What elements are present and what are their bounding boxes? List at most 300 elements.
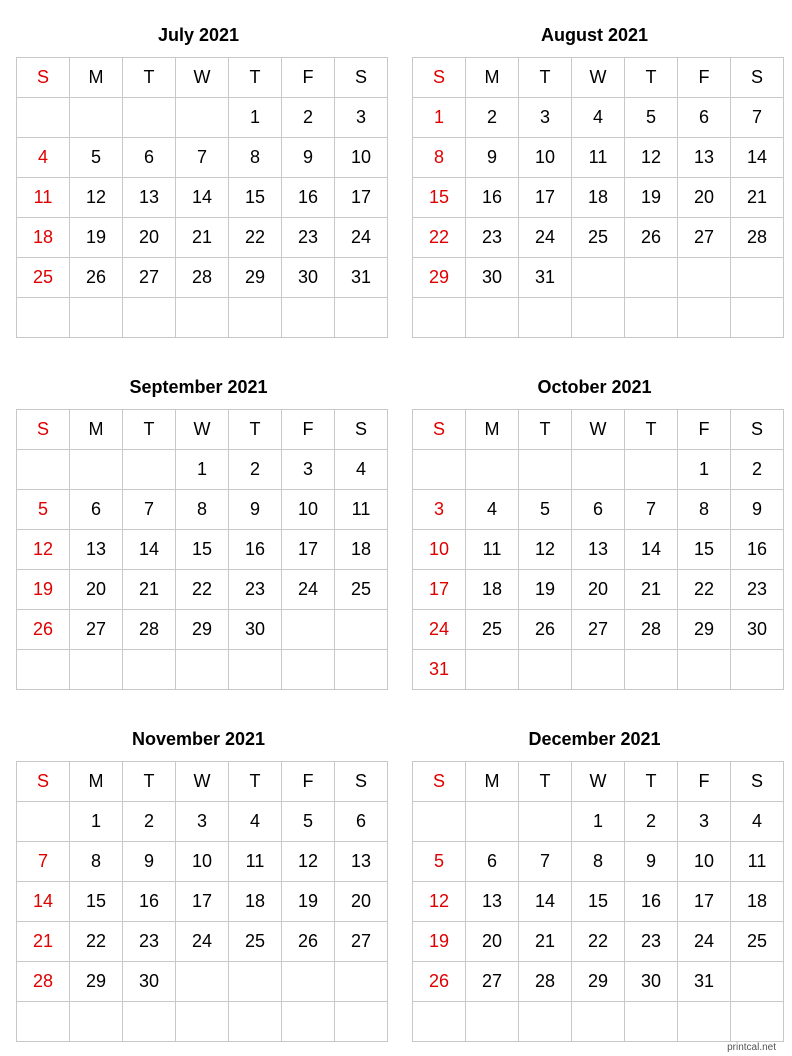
day-cell: 10 — [176, 842, 229, 882]
day-cell — [70, 650, 123, 690]
day-cell: 25 — [572, 218, 625, 258]
day-cell: 31 — [335, 258, 388, 298]
day-cell: 16 — [123, 882, 176, 922]
day-cell: 5 — [625, 98, 678, 138]
week-row — [413, 842, 784, 882]
month-september — [16, 375, 381, 690]
day-cell: 22 — [176, 570, 229, 610]
day-cell: 10 — [282, 490, 335, 530]
week-row — [17, 138, 388, 178]
weekday-monday: M — [70, 58, 123, 98]
week-row — [17, 962, 388, 1002]
day-cell: 6 — [335, 802, 388, 842]
day-cell — [625, 298, 678, 338]
weekday-thursday: T — [625, 410, 678, 450]
day-cell: 20 — [123, 218, 176, 258]
week-row — [413, 490, 784, 530]
day-cell — [176, 98, 229, 138]
week-row — [413, 610, 784, 650]
day-cell: 8 — [572, 842, 625, 882]
day-cell — [413, 450, 466, 490]
day-cell — [282, 650, 335, 690]
day-cell: 25 — [466, 610, 519, 650]
day-cell — [466, 450, 519, 490]
day-cell — [17, 1002, 70, 1042]
day-cell — [731, 298, 784, 338]
day-cell: 3 — [176, 802, 229, 842]
day-cell: 9 — [731, 490, 784, 530]
day-cell: 13 — [70, 530, 123, 570]
week-row — [413, 258, 784, 298]
day-cell: 29 — [678, 610, 731, 650]
day-cell: 2 — [229, 450, 282, 490]
day-cell: 17 — [678, 882, 731, 922]
day-cell: 23 — [731, 570, 784, 610]
day-cell: 21 — [123, 570, 176, 610]
day-cell: 14 — [731, 138, 784, 178]
month-july — [16, 23, 381, 338]
day-cell: 3 — [413, 490, 466, 530]
day-cell — [335, 650, 388, 690]
day-cell: 31 — [678, 962, 731, 1002]
month-december — [412, 727, 777, 1042]
day-cell — [413, 1002, 466, 1042]
week-row — [17, 922, 388, 962]
day-cell: 12 — [70, 178, 123, 218]
week-row — [17, 1002, 388, 1042]
day-cell: 16 — [731, 530, 784, 570]
week-row — [413, 530, 784, 570]
weekday-thursday: T — [625, 58, 678, 98]
day-cell: 26 — [625, 218, 678, 258]
day-cell — [466, 298, 519, 338]
calendar-grid — [412, 761, 784, 1042]
day-cell: 22 — [70, 922, 123, 962]
day-cell — [731, 962, 784, 1002]
day-cell: 25 — [229, 922, 282, 962]
day-cell: 5 — [413, 842, 466, 882]
weekday-monday: M — [466, 762, 519, 802]
day-cell: 24 — [678, 922, 731, 962]
day-cell: 14 — [519, 882, 572, 922]
day-cell — [625, 1002, 678, 1042]
day-cell: 23 — [466, 218, 519, 258]
week-row — [17, 882, 388, 922]
day-cell: 29 — [70, 962, 123, 1002]
day-cell: 5 — [519, 490, 572, 530]
day-cell — [678, 258, 731, 298]
day-cell: 30 — [466, 258, 519, 298]
day-cell — [282, 962, 335, 1002]
weekday-monday: M — [466, 58, 519, 98]
day-cell: 29 — [413, 258, 466, 298]
day-cell: 13 — [335, 842, 388, 882]
day-cell: 19 — [413, 922, 466, 962]
day-cell: 30 — [625, 962, 678, 1002]
weekday-sunday: S — [17, 410, 70, 450]
weekday-saturday: S — [731, 410, 784, 450]
week-row — [17, 490, 388, 530]
day-cell: 15 — [572, 882, 625, 922]
day-cell: 1 — [229, 98, 282, 138]
day-cell: 2 — [123, 802, 176, 842]
day-cell: 22 — [229, 218, 282, 258]
day-cell: 30 — [123, 962, 176, 1002]
day-cell: 12 — [625, 138, 678, 178]
day-cell: 17 — [176, 882, 229, 922]
day-cell — [731, 258, 784, 298]
day-cell — [572, 650, 625, 690]
day-cell — [176, 650, 229, 690]
day-cell: 29 — [176, 610, 229, 650]
day-cell — [176, 1002, 229, 1042]
day-cell: 9 — [625, 842, 678, 882]
day-cell: 10 — [519, 138, 572, 178]
day-cell: 17 — [413, 570, 466, 610]
day-cell: 3 — [282, 450, 335, 490]
weekday-friday: F — [678, 58, 731, 98]
day-cell — [17, 450, 70, 490]
day-cell: 21 — [731, 178, 784, 218]
day-cell: 26 — [413, 962, 466, 1002]
day-cell: 13 — [123, 178, 176, 218]
month-august — [412, 23, 777, 338]
day-cell — [123, 98, 176, 138]
weekday-friday: F — [282, 410, 335, 450]
month-title: September 2021 — [129, 377, 268, 397]
weekday-header-row — [17, 58, 388, 98]
day-cell: 18 — [572, 178, 625, 218]
week-row — [17, 450, 388, 490]
day-cell: 19 — [70, 218, 123, 258]
day-cell: 22 — [678, 570, 731, 610]
day-cell: 15 — [413, 178, 466, 218]
day-cell: 8 — [413, 138, 466, 178]
day-cell: 24 — [176, 922, 229, 962]
weekday-friday: F — [282, 762, 335, 802]
day-cell: 18 — [17, 218, 70, 258]
day-cell: 16 — [466, 178, 519, 218]
weekday-tuesday: T — [519, 762, 572, 802]
weekday-header-row — [17, 762, 388, 802]
day-cell — [466, 1002, 519, 1042]
day-cell: 3 — [519, 98, 572, 138]
day-cell: 23 — [123, 922, 176, 962]
day-cell — [17, 98, 70, 138]
day-cell: 28 — [625, 610, 678, 650]
day-cell: 1 — [413, 98, 466, 138]
day-cell: 11 — [229, 842, 282, 882]
day-cell: 21 — [176, 218, 229, 258]
month-november — [16, 727, 381, 1042]
day-cell: 23 — [229, 570, 282, 610]
week-row — [413, 962, 784, 1002]
weekday-sunday: S — [413, 410, 466, 450]
day-cell: 2 — [282, 98, 335, 138]
day-cell: 15 — [678, 530, 731, 570]
week-row — [17, 218, 388, 258]
day-cell — [282, 1002, 335, 1042]
weekday-tuesday: T — [123, 762, 176, 802]
day-cell: 16 — [625, 882, 678, 922]
day-cell: 8 — [678, 490, 731, 530]
day-cell: 10 — [413, 530, 466, 570]
day-cell: 20 — [335, 882, 388, 922]
weekday-header-row — [413, 410, 784, 450]
week-row — [17, 530, 388, 570]
site-credit: printcal.net — [727, 1042, 776, 1053]
weekday-wednesday: W — [572, 410, 625, 450]
day-cell: 3 — [335, 98, 388, 138]
day-cell: 9 — [466, 138, 519, 178]
weekday-wednesday: W — [176, 410, 229, 450]
weekday-thursday: T — [229, 58, 282, 98]
day-cell: 31 — [413, 650, 466, 690]
day-cell: 5 — [70, 138, 123, 178]
week-row — [413, 298, 784, 338]
day-cell — [335, 610, 388, 650]
day-cell: 26 — [70, 258, 123, 298]
day-cell — [123, 1002, 176, 1042]
day-cell: 4 — [466, 490, 519, 530]
day-cell — [625, 258, 678, 298]
day-cell: 18 — [731, 882, 784, 922]
day-cell — [176, 962, 229, 1002]
day-cell — [413, 298, 466, 338]
week-row — [413, 802, 784, 842]
day-cell — [572, 1002, 625, 1042]
day-cell — [519, 450, 572, 490]
day-cell: 7 — [519, 842, 572, 882]
month-title: July 2021 — [157, 25, 240, 45]
day-cell: 14 — [17, 882, 70, 922]
week-row — [17, 570, 388, 610]
day-cell: 26 — [17, 610, 70, 650]
weekday-saturday: S — [335, 762, 388, 802]
day-cell: 11 — [466, 530, 519, 570]
day-cell: 28 — [176, 258, 229, 298]
month-title: December 2021 — [528, 729, 661, 749]
weekday-monday: M — [70, 410, 123, 450]
day-cell — [17, 650, 70, 690]
day-cell: 12 — [519, 530, 572, 570]
weekday-sunday: S — [17, 58, 70, 98]
week-row — [413, 178, 784, 218]
day-cell — [229, 962, 282, 1002]
day-cell: 9 — [229, 490, 282, 530]
weekday-wednesday: W — [176, 58, 229, 98]
day-cell: 7 — [731, 98, 784, 138]
week-row — [17, 98, 388, 138]
day-cell: 7 — [625, 490, 678, 530]
day-cell: 23 — [282, 218, 335, 258]
week-row — [17, 178, 388, 218]
day-cell: 4 — [731, 802, 784, 842]
weekday-tuesday: T — [519, 58, 572, 98]
day-cell: 13 — [466, 882, 519, 922]
day-cell: 25 — [731, 922, 784, 962]
day-cell: 27 — [123, 258, 176, 298]
weekday-monday: M — [466, 410, 519, 450]
weekday-thursday: T — [229, 762, 282, 802]
day-cell — [229, 298, 282, 338]
day-cell: 24 — [413, 610, 466, 650]
day-cell: 25 — [335, 570, 388, 610]
day-cell: 19 — [282, 882, 335, 922]
day-cell: 9 — [282, 138, 335, 178]
day-cell: 7 — [123, 490, 176, 530]
day-cell: 7 — [176, 138, 229, 178]
weekday-tuesday: T — [123, 58, 176, 98]
day-cell — [335, 1002, 388, 1042]
day-cell — [229, 1002, 282, 1042]
day-cell — [70, 450, 123, 490]
month-title: August 2021 — [540, 25, 649, 45]
day-cell: 3 — [678, 802, 731, 842]
day-cell — [625, 650, 678, 690]
day-cell: 8 — [70, 842, 123, 882]
day-cell: 30 — [731, 610, 784, 650]
month-title: October 2021 — [537, 377, 652, 397]
day-cell: 18 — [466, 570, 519, 610]
day-cell: 22 — [413, 218, 466, 258]
day-cell: 11 — [572, 138, 625, 178]
day-cell: 4 — [17, 138, 70, 178]
day-cell: 1 — [678, 450, 731, 490]
day-cell: 20 — [466, 922, 519, 962]
calendar-grid — [412, 409, 784, 690]
month-october — [412, 375, 777, 690]
day-cell: 11 — [17, 178, 70, 218]
month-title: November 2021 — [131, 729, 266, 749]
week-row — [413, 450, 784, 490]
day-cell: 6 — [466, 842, 519, 882]
day-cell: 17 — [335, 178, 388, 218]
week-row — [413, 98, 784, 138]
day-cell: 20 — [572, 570, 625, 610]
weekday-sunday: S — [413, 58, 466, 98]
day-cell: 28 — [123, 610, 176, 650]
day-cell — [17, 298, 70, 338]
week-row — [17, 610, 388, 650]
day-cell: 30 — [282, 258, 335, 298]
day-cell: 10 — [335, 138, 388, 178]
week-row — [413, 138, 784, 178]
week-row — [17, 842, 388, 882]
weekday-thursday: T — [625, 762, 678, 802]
day-cell: 8 — [176, 490, 229, 530]
weekday-wednesday: W — [176, 762, 229, 802]
day-cell — [519, 1002, 572, 1042]
day-cell: 24 — [519, 218, 572, 258]
weekday-header-row — [17, 410, 388, 450]
day-cell: 19 — [625, 178, 678, 218]
day-cell — [572, 450, 625, 490]
day-cell: 26 — [519, 610, 572, 650]
day-cell: 12 — [282, 842, 335, 882]
week-row — [17, 650, 388, 690]
day-cell: 31 — [519, 258, 572, 298]
day-cell — [731, 650, 784, 690]
day-cell: 28 — [519, 962, 572, 1002]
day-cell: 27 — [335, 922, 388, 962]
day-cell: 19 — [17, 570, 70, 610]
week-row — [413, 650, 784, 690]
weekday-friday: F — [678, 410, 731, 450]
day-cell: 24 — [282, 570, 335, 610]
day-cell — [70, 298, 123, 338]
day-cell: 29 — [572, 962, 625, 1002]
calendar-grid — [412, 57, 784, 338]
day-cell: 4 — [229, 802, 282, 842]
day-cell: 18 — [229, 882, 282, 922]
day-cell: 9 — [123, 842, 176, 882]
day-cell: 14 — [625, 530, 678, 570]
day-cell: 27 — [70, 610, 123, 650]
weekday-saturday: S — [731, 762, 784, 802]
day-cell: 17 — [519, 178, 572, 218]
day-cell: 28 — [17, 962, 70, 1002]
day-cell — [678, 650, 731, 690]
weekday-saturday: S — [731, 58, 784, 98]
day-cell — [70, 98, 123, 138]
week-row — [413, 570, 784, 610]
day-cell: 1 — [572, 802, 625, 842]
weekday-wednesday: W — [572, 762, 625, 802]
day-cell: 11 — [335, 490, 388, 530]
weekday-saturday: S — [335, 410, 388, 450]
day-cell: 16 — [229, 530, 282, 570]
week-row — [413, 882, 784, 922]
day-cell: 11 — [731, 842, 784, 882]
day-cell — [335, 962, 388, 1002]
day-cell: 19 — [519, 570, 572, 610]
week-row — [413, 922, 784, 962]
day-cell — [413, 802, 466, 842]
day-cell: 23 — [625, 922, 678, 962]
day-cell — [572, 258, 625, 298]
day-cell: 2 — [625, 802, 678, 842]
day-cell: 5 — [282, 802, 335, 842]
weekday-wednesday: W — [572, 58, 625, 98]
day-cell: 2 — [466, 98, 519, 138]
day-cell: 10 — [678, 842, 731, 882]
weekday-tuesday: T — [123, 410, 176, 450]
week-row — [413, 218, 784, 258]
day-cell: 15 — [176, 530, 229, 570]
day-cell: 12 — [413, 882, 466, 922]
day-cell: 17 — [282, 530, 335, 570]
day-cell: 14 — [176, 178, 229, 218]
week-row — [413, 1002, 784, 1042]
weekday-sunday: S — [413, 762, 466, 802]
day-cell — [678, 1002, 731, 1042]
day-cell — [466, 802, 519, 842]
day-cell — [17, 802, 70, 842]
day-cell — [466, 650, 519, 690]
day-cell: 27 — [678, 218, 731, 258]
day-cell — [519, 298, 572, 338]
day-cell: 6 — [678, 98, 731, 138]
weekday-friday: F — [678, 762, 731, 802]
day-cell: 2 — [731, 450, 784, 490]
day-cell: 25 — [17, 258, 70, 298]
day-cell: 12 — [17, 530, 70, 570]
day-cell: 15 — [70, 882, 123, 922]
day-cell — [70, 1002, 123, 1042]
day-cell: 21 — [17, 922, 70, 962]
day-cell: 6 — [572, 490, 625, 530]
